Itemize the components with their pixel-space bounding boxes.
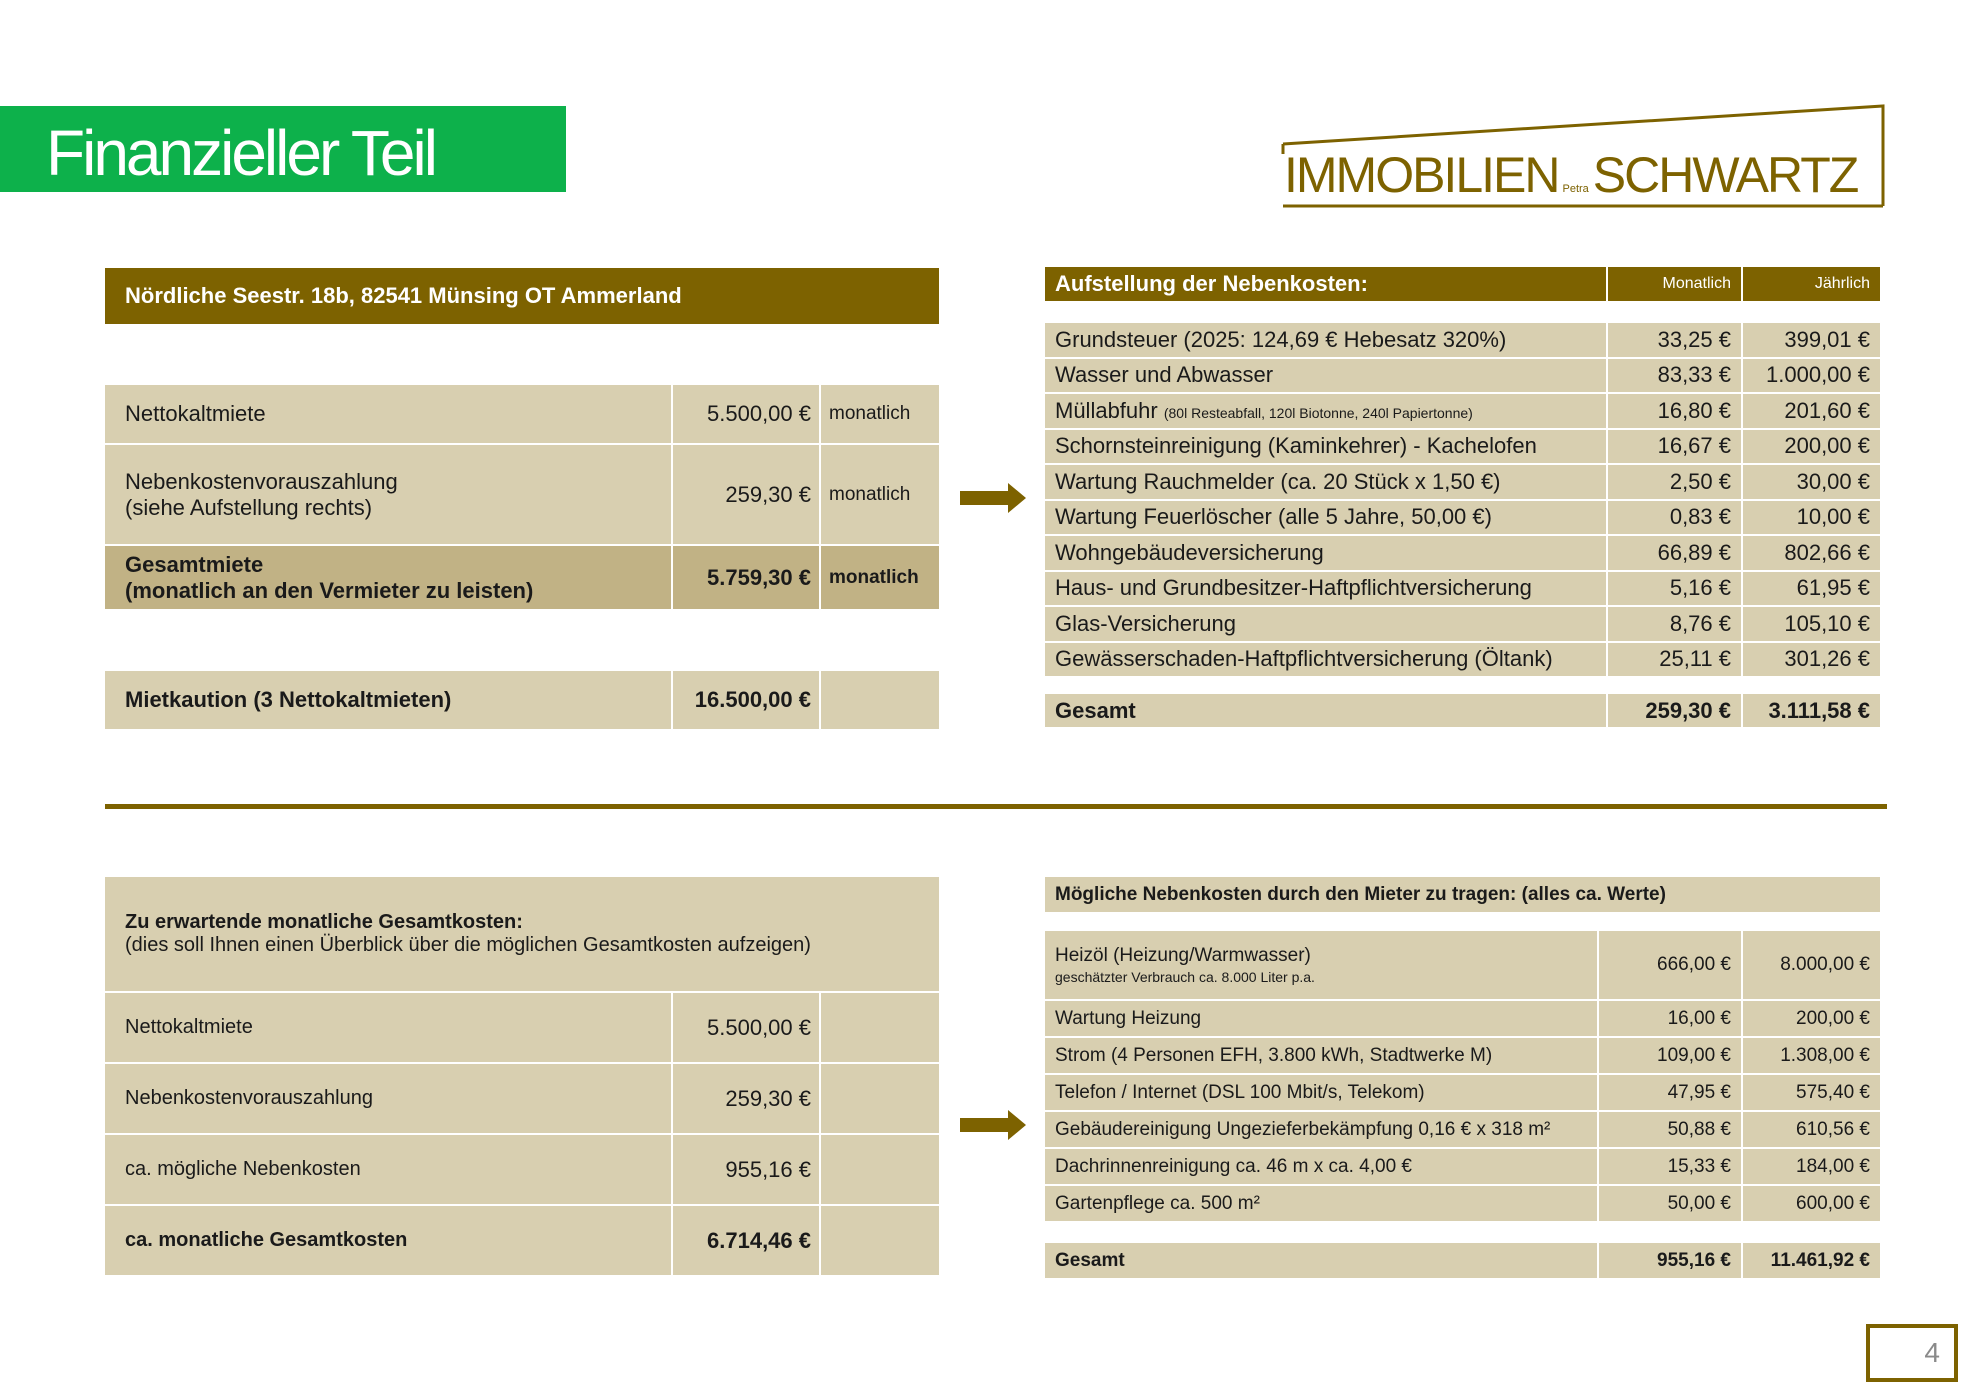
- section-divider: [105, 804, 1887, 809]
- table-row: [1045, 606, 1880, 642]
- table-row: [1045, 393, 1880, 429]
- row-monthly: 109,00 €: [1598, 1037, 1742, 1074]
- row-unit: monatlich: [820, 444, 939, 545]
- row-label: Nebenkostenvorauszahlung: [105, 1063, 672, 1134]
- row-label: Dachrinnenreinigung ca. 46 m x ca. 4,00 €: [1045, 1148, 1598, 1185]
- row-yearly: 8.000,00 €: [1742, 931, 1880, 1000]
- row-yearly: 1.308,00 €: [1742, 1037, 1880, 1074]
- table-row: [105, 444, 939, 545]
- col-header-yearly: Jährlich: [1742, 267, 1880, 302]
- table-row: [1045, 1074, 1880, 1111]
- row-label: Wohngebäudeversicherung: [1045, 535, 1607, 571]
- address-label: Nördliche Seestr. 18b, 82541 Münsing OT Ammerland: [105, 268, 939, 325]
- row-label: Haus- und Grundbesitzer-Haftpflichtversicherung: [1045, 571, 1607, 607]
- row-label: Gewässerschaden-Haftpflichtversicherung (Öltank): [1045, 642, 1607, 678]
- row-yearly: 610,56 €: [1742, 1111, 1880, 1148]
- page-title: Finanzieller Teil: [46, 117, 435, 189]
- table-row-total: [1045, 693, 1880, 728]
- row-label: Strom (4 Personen EFH, 3.800 kWh, Stadtwerke M): [1045, 1037, 1598, 1074]
- row-monthly: 16,00 €: [1598, 1000, 1742, 1037]
- table-row: [1045, 500, 1880, 536]
- table-header: [1045, 267, 1880, 302]
- table-row: [1045, 322, 1880, 358]
- row-monthly: 2,50 €: [1607, 464, 1742, 500]
- total-monthly: 955,16 €: [1598, 1242, 1742, 1279]
- table-row: [1045, 931, 1880, 1000]
- overview-title: Zu erwartende monatliche Gesamtkosten: (dies soll Ihnen einen Überblick über die möglichen Gesamtkosten aufzeigen): [105, 877, 939, 992]
- row-yearly: 61,95 €: [1742, 571, 1880, 607]
- row-monthly: 15,33 €: [1598, 1148, 1742, 1185]
- page-number-box: [1866, 1324, 1958, 1382]
- row-label: Wartung Rauchmelder (ca. 20 Stück x 1,50 €): [1045, 464, 1607, 500]
- table-row: [105, 1134, 939, 1205]
- table-row: [1045, 1037, 1880, 1074]
- row-monthly: 50,88 €: [1598, 1111, 1742, 1148]
- nebenkosten-table: [1045, 267, 1880, 729]
- table-row: [1045, 429, 1880, 465]
- row-yearly: 30,00 €: [1742, 464, 1880, 500]
- row-label: Heizöl (Heizung/Warmwasser) geschätzter Verbrauch ca. 8.000 Liter p.a.: [1045, 931, 1598, 1000]
- logo-wordmark: IMMOBILIEN PetraSCHWARTZ: [1284, 147, 1858, 203]
- row-yearly: 201,60 €: [1742, 393, 1880, 429]
- row-label: ca. mögliche Nebenkosten: [105, 1134, 672, 1205]
- row-monthly: 8,76 €: [1607, 606, 1742, 642]
- deposit-value: 16.500,00 €: [672, 671, 820, 730]
- table-row: [1045, 1111, 1880, 1148]
- row-yearly: 600,00 €: [1742, 1185, 1880, 1222]
- row-value: 5.500,00 €: [672, 992, 820, 1063]
- title-banner: [0, 106, 566, 192]
- row-value: 955,16 €: [672, 1134, 820, 1205]
- overview-header: [105, 877, 939, 992]
- table-row: [105, 1063, 939, 1134]
- row-value: 259,30 €: [672, 444, 820, 545]
- row-monthly: 50,00 €: [1598, 1185, 1742, 1222]
- row-yearly: 802,66 €: [1742, 535, 1880, 571]
- col-header-monthly: Monatlich: [1607, 267, 1742, 302]
- row-label: Müllabfuhr (80l Resteabfall, 120l Biotonne, 240l Papiertonne): [1045, 393, 1607, 429]
- row-label: Telefon / Internet (DSL 100 Mbit/s, Telekom): [1045, 1074, 1598, 1111]
- row-label: Gebäudereinigung Ungezieferbekämpfung 0,16 € x 318 m²: [1045, 1111, 1598, 1148]
- row-label: Wasser und Abwasser: [1045, 358, 1607, 394]
- row-monthly: 16,80 €: [1607, 393, 1742, 429]
- table-row: [1045, 464, 1880, 500]
- overview-table: [105, 877, 939, 1277]
- row-monthly: 47,95 €: [1598, 1074, 1742, 1111]
- row-monthly: 0,83 €: [1607, 500, 1742, 536]
- table-row: [105, 671, 939, 730]
- tenant-costs-table: [1045, 931, 1880, 1280]
- row-monthly: 16,67 €: [1607, 429, 1742, 465]
- deposit-label: Mietkaution (3 Nettokaltmieten): [105, 671, 672, 730]
- row-yearly: 1.000,00 €: [1742, 358, 1880, 394]
- tenant-costs-header: [1045, 877, 1880, 914]
- row-value: 5.759,30 €: [672, 545, 820, 610]
- row-label: Gesamtmiete (monatlich an den Vermieter zu leisten): [105, 545, 672, 610]
- table-row: [1045, 1148, 1880, 1185]
- table-row: [1045, 1185, 1880, 1222]
- row-label: Schornsteinreinigung (Kaminkehrer) - Kachelofen: [1045, 429, 1607, 465]
- table-row-total: [1045, 1242, 1880, 1279]
- row-label: Nettokaltmiete: [105, 992, 672, 1063]
- row-monthly: 25,11 €: [1607, 642, 1742, 678]
- total-label: Gesamt: [1045, 693, 1607, 728]
- table-row-total: [105, 545, 939, 610]
- row-yearly: 399,01 €: [1742, 322, 1880, 358]
- row-yearly: 301,26 €: [1742, 642, 1880, 678]
- row-value: 5.500,00 €: [672, 385, 820, 444]
- table-row: [1045, 571, 1880, 607]
- row-yearly: 200,00 €: [1742, 1000, 1880, 1037]
- row-label: ca. monatliche Gesamtkosten: [105, 1205, 672, 1276]
- address-header: [105, 268, 939, 326]
- row-unit: monatlich: [820, 545, 939, 610]
- row-value: 259,30 €: [672, 1063, 820, 1134]
- table-row: [1045, 535, 1880, 571]
- row-monthly: 5,16 €: [1607, 571, 1742, 607]
- row-value: 6.714,46 €: [672, 1205, 820, 1276]
- row-label: Glas-Versicherung: [1045, 606, 1607, 642]
- total-yearly: 3.111,58 €: [1742, 693, 1880, 728]
- row-yearly: 200,00 €: [1742, 429, 1880, 465]
- tenant-costs-title: Mögliche Nebenkosten durch den Mieter zu tragen: (alles ca. Werte): [1045, 877, 1880, 913]
- table-row: [105, 385, 939, 444]
- deposit-table: [105, 671, 939, 731]
- total-yearly: 11.461,92 €: [1742, 1242, 1880, 1279]
- table-row: [1045, 1000, 1880, 1037]
- row-yearly: 184,00 €: [1742, 1148, 1880, 1185]
- row-label: Nettokaltmiete: [105, 385, 672, 444]
- arrow-right-icon: [960, 1110, 1026, 1140]
- table-row: [1045, 642, 1880, 678]
- table-row: [105, 992, 939, 1063]
- row-monthly: 83,33 €: [1607, 358, 1742, 394]
- row-label: Nebenkostenvorauszahlung (siehe Aufstellung rechts): [105, 444, 672, 545]
- row-yearly: 105,10 €: [1742, 606, 1880, 642]
- row-label: Wartung Heizung: [1045, 1000, 1598, 1037]
- page-number: 4: [1924, 1337, 1940, 1368]
- nebenkosten-title: Aufstellung der Nebenkosten:: [1045, 267, 1607, 302]
- row-monthly: 66,89 €: [1607, 535, 1742, 571]
- arrow-right-icon: [960, 483, 1026, 513]
- row-unit: monatlich: [820, 385, 939, 444]
- row-label: Grundsteuer (2025: 124,69 € Hebesatz 320%): [1045, 322, 1607, 358]
- row-label: Wartung Feuerlöscher (alle 5 Jahre, 50,00 €): [1045, 500, 1607, 536]
- table-row-total: [105, 1205, 939, 1276]
- row-label: Gartenpflege ca. 500 m²: [1045, 1185, 1598, 1222]
- table-row: [1045, 358, 1880, 394]
- row-monthly: 666,00 €: [1598, 931, 1742, 1000]
- row-yearly: 575,40 €: [1742, 1074, 1880, 1111]
- row-yearly: 10,00 €: [1742, 500, 1880, 536]
- rent-table: [105, 385, 939, 611]
- total-label: Gesamt: [1045, 1242, 1598, 1279]
- total-monthly: 259,30 €: [1607, 693, 1742, 728]
- row-monthly: 33,25 €: [1607, 322, 1742, 358]
